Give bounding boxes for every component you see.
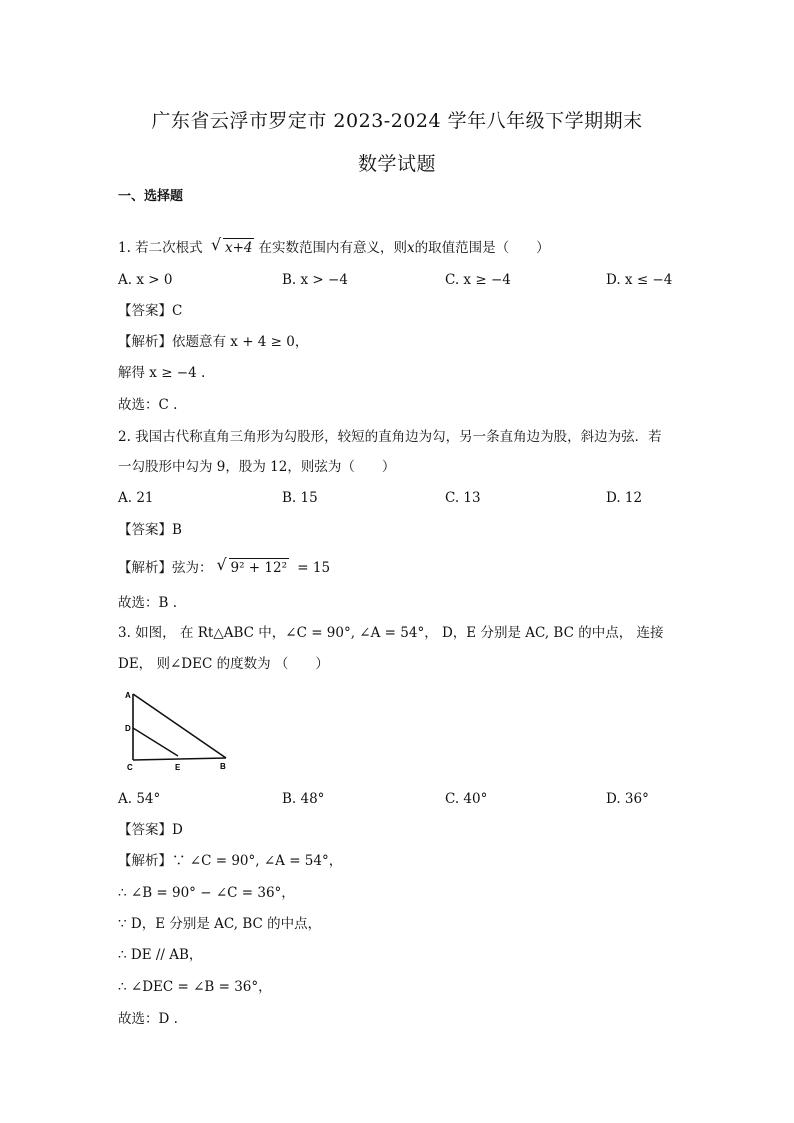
- q1-analysis-3: 故选：C .: [118, 397, 178, 413]
- label-e: E: [175, 763, 181, 772]
- q2-analysis-prefix: 弦为：: [172, 560, 213, 576]
- q3-analysis-label: 【解析】: [118, 853, 172, 869]
- q3-analysis-5: ∴ ∠DEC = ∠B = 36°，: [118, 979, 272, 995]
- q1-analysis-text-1: 依题意有 x + 4 ≥ 0，: [172, 334, 309, 350]
- sqrt-icon: √: [210, 235, 222, 254]
- label-c: C: [127, 763, 133, 772]
- section-heading: 一、选择题: [118, 189, 184, 204]
- q3-analysis-6: 故选：D .: [118, 1011, 178, 1027]
- q2-radical: [216, 555, 290, 577]
- q1-option-b: B. x > −4: [282, 272, 348, 288]
- q2-analysis: [118, 555, 331, 577]
- q3-option-a: A. 54°: [118, 791, 161, 807]
- q1-stem: [118, 235, 550, 257]
- q3-analysis-3: ∵ D，E 分别是 AC, BC 的中点，: [118, 916, 322, 932]
- q1-analysis-label: 【解析】: [118, 334, 172, 350]
- q1-option-a: A. x > 0: [118, 272, 173, 288]
- q1-answer: 【答案】C: [118, 303, 183, 319]
- q1-option-c: C. x ≥ −4: [445, 272, 511, 288]
- q1-stem-c: 的取值范围是（ ）: [414, 240, 550, 256]
- q2-analysis-label: 【解析】: [118, 560, 172, 576]
- label-b: B: [220, 762, 226, 771]
- q1-radical: [210, 235, 255, 257]
- q1-option-d: D. x ≤ −4: [606, 272, 673, 288]
- q3-option-c: C. 40°: [445, 791, 488, 807]
- q3-analysis-4: ∴ DE // AB，: [118, 947, 203, 963]
- q2-option-b: B. 15: [282, 490, 318, 506]
- doc-title-line2: 数学试题: [357, 153, 436, 175]
- label-d: D: [125, 724, 131, 733]
- q3-option-b: B. 48°: [282, 791, 325, 807]
- q2-option-c: C. 13: [445, 490, 481, 506]
- side-ab: [133, 694, 226, 758]
- q3-analysis-1: [118, 852, 342, 870]
- label-a: A: [125, 691, 131, 700]
- q3-analysis-text-1: ∵ ∠C = 90°, ∠A = 54°，: [172, 853, 343, 869]
- q1-var: x: [406, 240, 415, 256]
- segment-de: [133, 728, 178, 756]
- q1-stem-b: 在实数范围内有意义，则: [258, 240, 407, 256]
- q1-analysis-1: [118, 333, 308, 351]
- q1-radicand: x+4: [224, 240, 253, 256]
- side-cb: [133, 758, 226, 760]
- q2-answer: 【答案】B: [118, 522, 182, 538]
- q1-stem-a: 1. 若二次根式: [118, 240, 203, 256]
- q3-answer: 【答案】D: [118, 822, 183, 838]
- triangle-figure: [118, 688, 238, 774]
- q1-analysis-2: 解得 x ≥ −4 .: [118, 365, 206, 381]
- q3-stem-2: DE， 则∠DEC 的度数为 （ ）: [118, 656, 329, 672]
- q2-analysis-suffix: = 15: [293, 560, 331, 576]
- q3-stem-1: 3. 如图， 在 Rt△ABC 中，∠C = 90°, ∠A = 54°， D，E 分别是 AC, BC 的中点， 连接: [118, 625, 664, 641]
- q2-option-a: A. 21: [118, 490, 154, 506]
- q2-stem-2: 一勾股形中勾为 9，股为 12，则弦为（ ）: [118, 459, 396, 475]
- q2-radicand: 9² + 12²: [230, 560, 287, 576]
- q3-option-d: D. 36°: [606, 791, 649, 807]
- q3-analysis-2: ∴ ∠B = 90° − ∠C = 36°，: [118, 885, 295, 901]
- doc-title-line1: 广东省云浮市罗定市 2023-2024 学年八年级下学期期末: [151, 110, 643, 132]
- q2-stem-1: 2. 我国古代称直角三角形为勾股形，较短的直角边为勾，另一条直角边为股，斜边为弦．若: [118, 429, 662, 445]
- q2-option-d: D. 12: [606, 490, 643, 506]
- q2-analysis-end: 故选：B .: [118, 595, 178, 611]
- sqrt-icon: √: [216, 555, 227, 574]
